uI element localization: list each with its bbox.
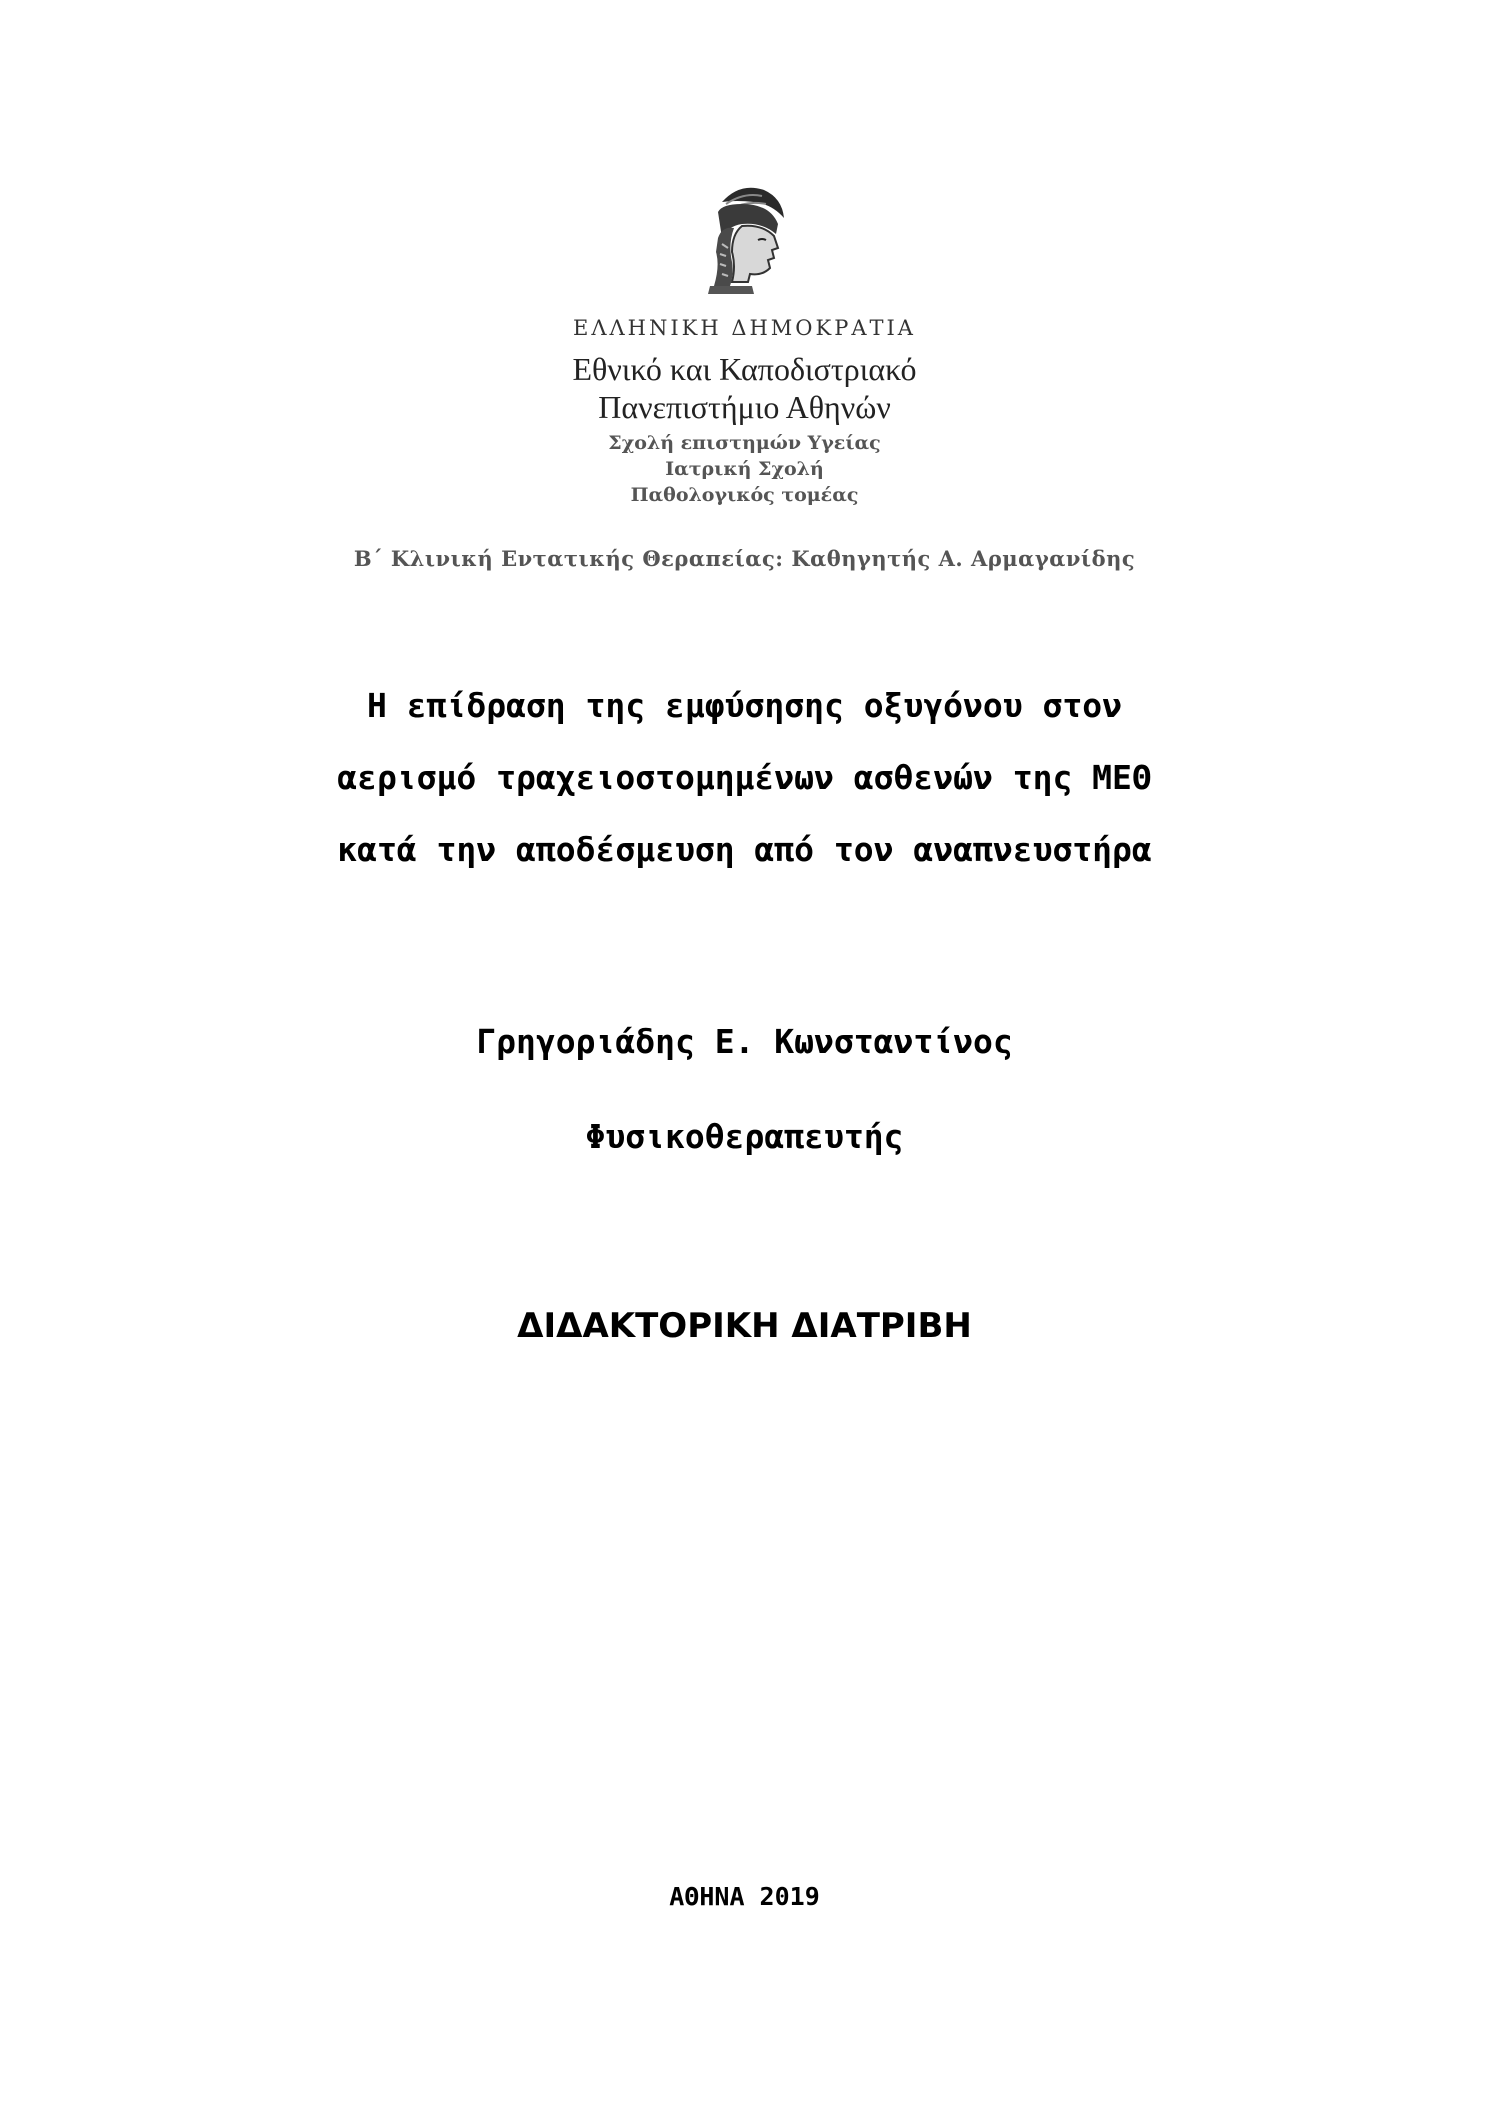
author-profession: Φυσικοθεραπευτής xyxy=(585,1117,904,1156)
thesis-title-line3: κατά την αποδέσμευση από τον αναπνευστήρα xyxy=(337,830,1152,869)
author-name: Γρηγοριάδης Ε. Κωνσταντίνος xyxy=(476,1022,1013,1061)
faculty-line1: Σχολή επιστημών Υγείας xyxy=(608,432,881,454)
place-and-year: ΑΘΗΝΑ 2019 xyxy=(669,1882,820,1911)
thesis-title-line1: Η επίδραση της εμφύσησης οξυγόνου στον xyxy=(367,686,1122,725)
faculty-line3: Παθολογικός τομέας xyxy=(630,484,859,506)
university-name-line1: Εθνικό και Καποδιστριακό xyxy=(572,351,917,387)
athena-emblem-icon xyxy=(692,182,804,300)
republic-heading: ΕΛΛΗΝΙΚΗ ΔΗΜΟΚΡΑΤΙΑ xyxy=(573,316,916,340)
faculty-line2: Ιατρική Σχολή xyxy=(665,458,824,480)
clinic-line: Β΄ Κλινική Εντατικής Θεραπείας: Καθηγητής Α. Αρμαγανίδης xyxy=(353,546,1136,571)
university-name-line2: Πανεπιστήμιο Αθηνών xyxy=(598,389,891,425)
thesis-title-line2: αερισμό τραχειοστομημένων ασθενών της ΜΕΘ xyxy=(337,758,1152,797)
document-type: ΔΙΔΑΚΤΟΡΙΚΗ ΔΙΑΤΡΙΒΗ xyxy=(517,1306,972,1346)
